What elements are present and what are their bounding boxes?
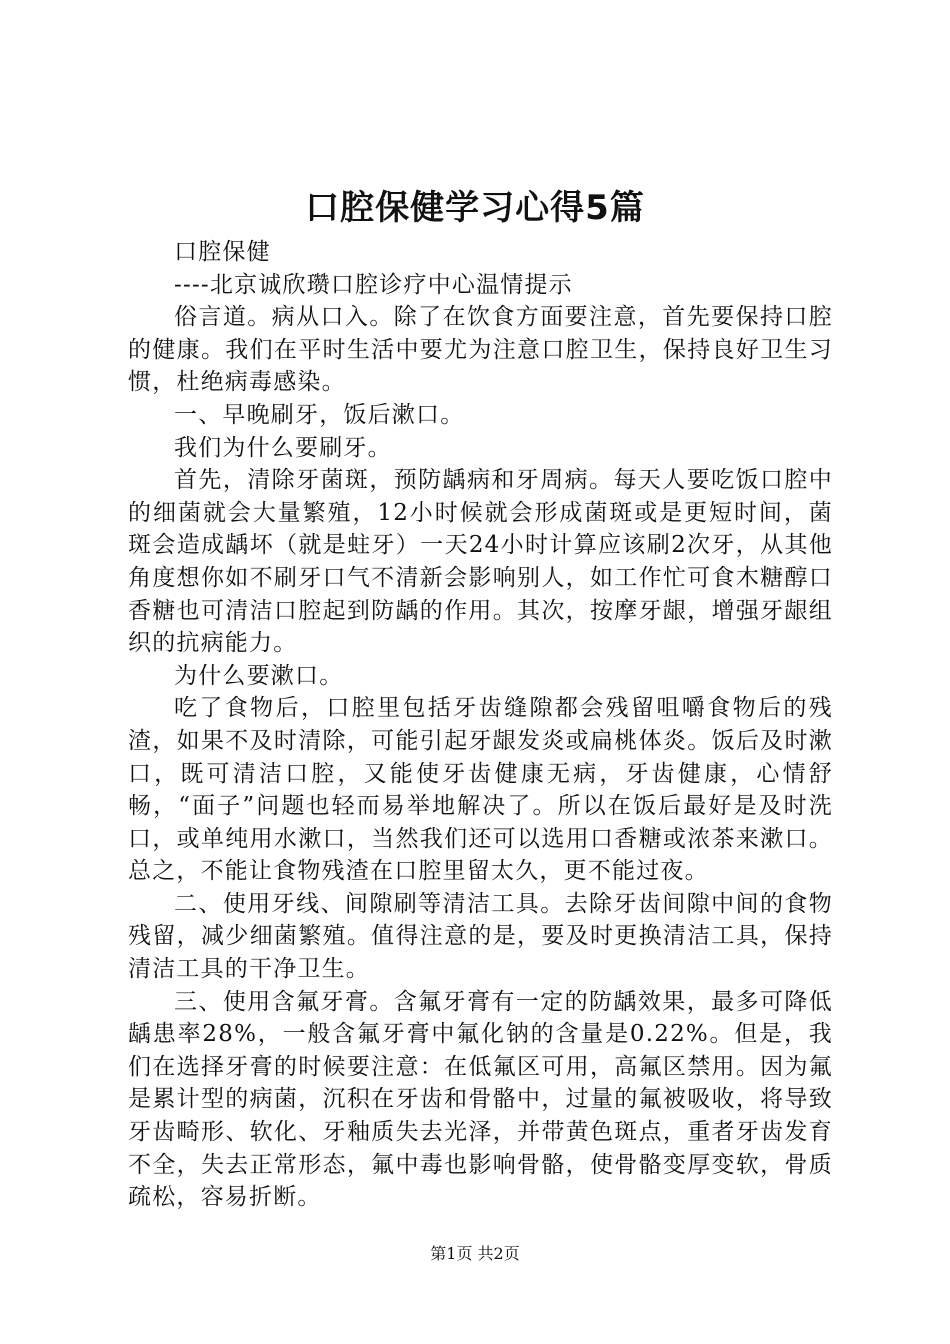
section-fluoride: 三、使用含氟牙膏。含氟牙膏有一定的防龋效果，最多可降低龋患率28%，一般含氟牙膏中氟化钠的含量是0.22%。但是，我们在选择牙膏的时候要注意：在低氟区可用，高氟区禁用。因为氟是累计型的病菌，沉积在牙齿和骨骼中，过量的氟被吸收，将导致牙齿畸形、软化、牙釉质失去光泽，并带黄色斑点，重者牙齿发育不全，失去正常形态，氟中毒也影响骨骼，使骨骼变厚变软，骨质疏松，容易折断。 <box>128 988 833 1211</box>
paragraph-rinsing: 吃了食物后，口腔里包括牙齿缝隙都会残留咀嚼食物后的残渣，如果不及时清除，可能引起牙龈发炎或扁桃体炎。饭后及时漱口，既可清洁口腔，又能使牙齿健康无病，牙齿健康，心情舒畅，“面子”问题也轻而易举地解决了。所以在饭后最好是及时洗口，或单纯用水漱口，当然我们还可以选用口香糖或浓茶来漱口。总之，不能让食物残渣在口腔里留太久，更不能过夜。 <box>128 695 833 885</box>
paragraph-subheading: ----北京诚欣瓒口腔诊疗中心温情提示 <box>174 271 573 298</box>
question-brushing: 我们为什么要刷牙。 <box>174 434 392 461</box>
paragraph-intro: 俗言道。病从口入。除了在饮食方面要注意，首先要保持口腔的健康。我们在平时生活中要尤为注意口腔卫生，保持良好卫生习惯，杜绝病毒感染。 <box>128 304 833 396</box>
paragraph-heading: 口腔保健 <box>174 239 271 265</box>
section-floss: 二、使用牙线、间隙刷等清洁工具。去除牙齿间隙中间的食物残留，减少细菌繁殖。值得注意的是，要及时更换清洁工具，保持清洁工具的干净卫生。 <box>128 890 833 983</box>
document-body <box>128 236 833 1214</box>
document-title: 口腔保健学习心得5篇 <box>305 188 645 228</box>
section-heading-1: 一、早晚刷牙，饭后漱口。 <box>174 401 465 428</box>
page-footer: 第1页 共2页 <box>430 1244 520 1263</box>
question-rinsing: 为什么要漱口。 <box>174 662 344 689</box>
paragraph-brushing: 首先，清除牙菌斑，预防龋病和牙周病。每天人要吃饭口腔中的细菌就会大量繁殖，12小时候就会形成菌斑或是更短时间，菌斑会造成龋坏（就是蛀牙）一天24小时计算应该刷2次牙，从其他角度想你如不刷牙口气不清新会影响别人，如工作忙可食木糖醇口香糖也可清洁口腔起到防龋的作用。其次，按摩牙龈，增强牙龈组织的抗病能力。 <box>128 467 833 657</box>
